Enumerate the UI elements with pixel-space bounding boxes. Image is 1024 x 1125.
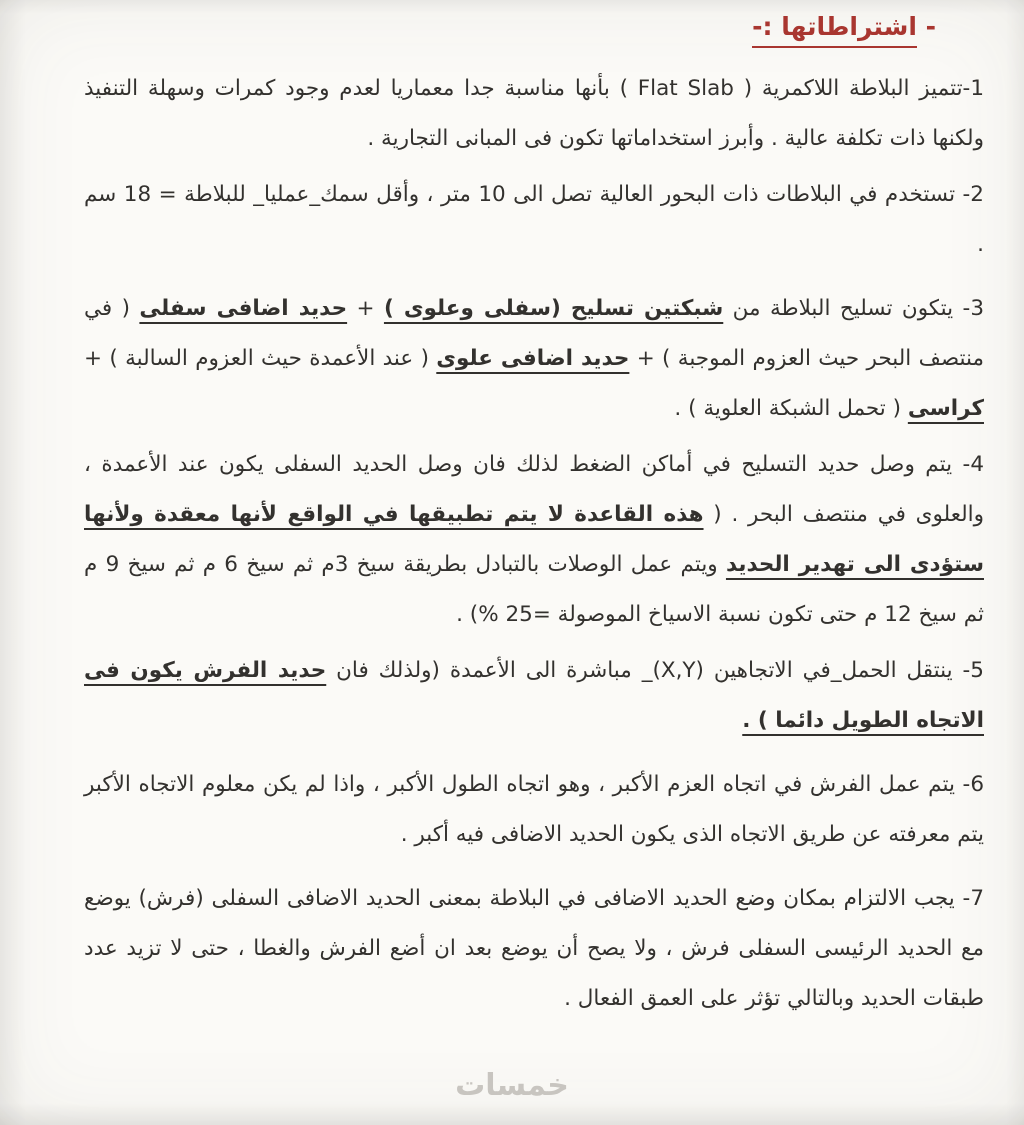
document-title bbox=[752, 12, 936, 41]
emphasized-text-run: هذه القاعدة لا يتم تطبيقها في الواقع لأنها معقدة ولأنها ستؤدى الى تهدير الحديد bbox=[84, 502, 984, 577]
text-run: 7- يجب الالتزام بمكان وضع الحديد الاضافى في البلاطة بمعنى الحديد الاضافى السفلى (فرش) يوضع مع الحديد الرئيسى السفلى فرش ، ولا يصح أن يوضع بعد ان أضع الفرش والغطا ، حتى لا تزيد عدد طبقات الحديد وبالتالي تؤثر على العمق الفعال . bbox=[84, 886, 984, 1011]
emphasized-text-run: كراسى bbox=[907, 396, 984, 421]
text-run: 4- يتم وصل حديد التسليح في أماكن الضغط لذلك فان وصل الحديد السفلى يكون عند الأعمدة ، والعلوى في منتصف البحر . ( bbox=[84, 452, 984, 527]
watermark-text: خمسات bbox=[455, 1068, 569, 1103]
title-dash: - bbox=[916, 12, 936, 41]
text-run: 3- يتكون تسليح البلاطة من bbox=[723, 296, 984, 321]
emphasized-text-run: حديد الفرش يكون فى الاتجاه الطويل دائما ) . bbox=[84, 658, 984, 733]
emphasized-text-run: حديد اضافى علوى bbox=[436, 346, 630, 371]
document-body bbox=[84, 64, 984, 1030]
paragraph-2 bbox=[84, 170, 984, 270]
text-run: 6- يتم عمل الفرش في اتجاه العزم الأكبر ، وهو اتجاه الطول الأكبر ، واذا لم يكن معلوم الاتجاه الأكبر يتم معرفته عن طريق الاتجاه الذى يكون الحديد الاضافى فيه أكبر . bbox=[84, 772, 984, 847]
paragraph-7 bbox=[84, 874, 984, 1024]
emphasized-text-run: شبكتين تسليح (سفلى وعلوى ) bbox=[383, 296, 724, 321]
text-run: ( عند الأعمدة حيث العزوم السالبة ) + bbox=[84, 346, 437, 371]
paragraph-5 bbox=[84, 646, 984, 746]
text-run: ( تحمل الشبكة العلوية ) . bbox=[674, 396, 908, 421]
text-run: 1-تتميز البلاطة اللاكمرية ( Flat Slab ) بأنها مناسبة جدا معماريا لعدم وجود كمرات وسهلة التنفيذ ولكنها ذات تكلفة عالية . وأبرز استخداماتها تكون فى المبانى التجارية . bbox=[84, 76, 984, 151]
paragraph-3 bbox=[84, 284, 984, 434]
paragraph-4 bbox=[84, 440, 984, 640]
text-run: + bbox=[347, 296, 384, 321]
text-run: 5- ينتقل الحمل_في الاتجاهين (X,Y)_ مباشرة الى الأعمدة (ولذلك فان bbox=[326, 658, 984, 683]
paragraph-1 bbox=[84, 64, 984, 164]
text-run: ( في منتصف البحر حيث العزوم الموجبة ) + bbox=[84, 296, 984, 371]
emphasized-text-run: حديد اضافى سفلى bbox=[139, 296, 348, 321]
title-text: اشتراطاتها :- bbox=[752, 12, 917, 48]
text-run: 2- تستخدم في البلاطات ذات البحور العالية تصل الى 10 متر ، وأقل سمك_عمليا_ للبلاطة = 18 سم . bbox=[84, 182, 984, 257]
text-run: ويتم عمل الوصلات بالتبادل بطريقة سيخ 3م ثم سيخ 6 م ثم سيخ 9 م ثم سيخ 12 م حتى تكون نسبة الاسياخ الموصولة =25 %) . bbox=[84, 552, 984, 627]
paragraph-6 bbox=[84, 760, 984, 860]
